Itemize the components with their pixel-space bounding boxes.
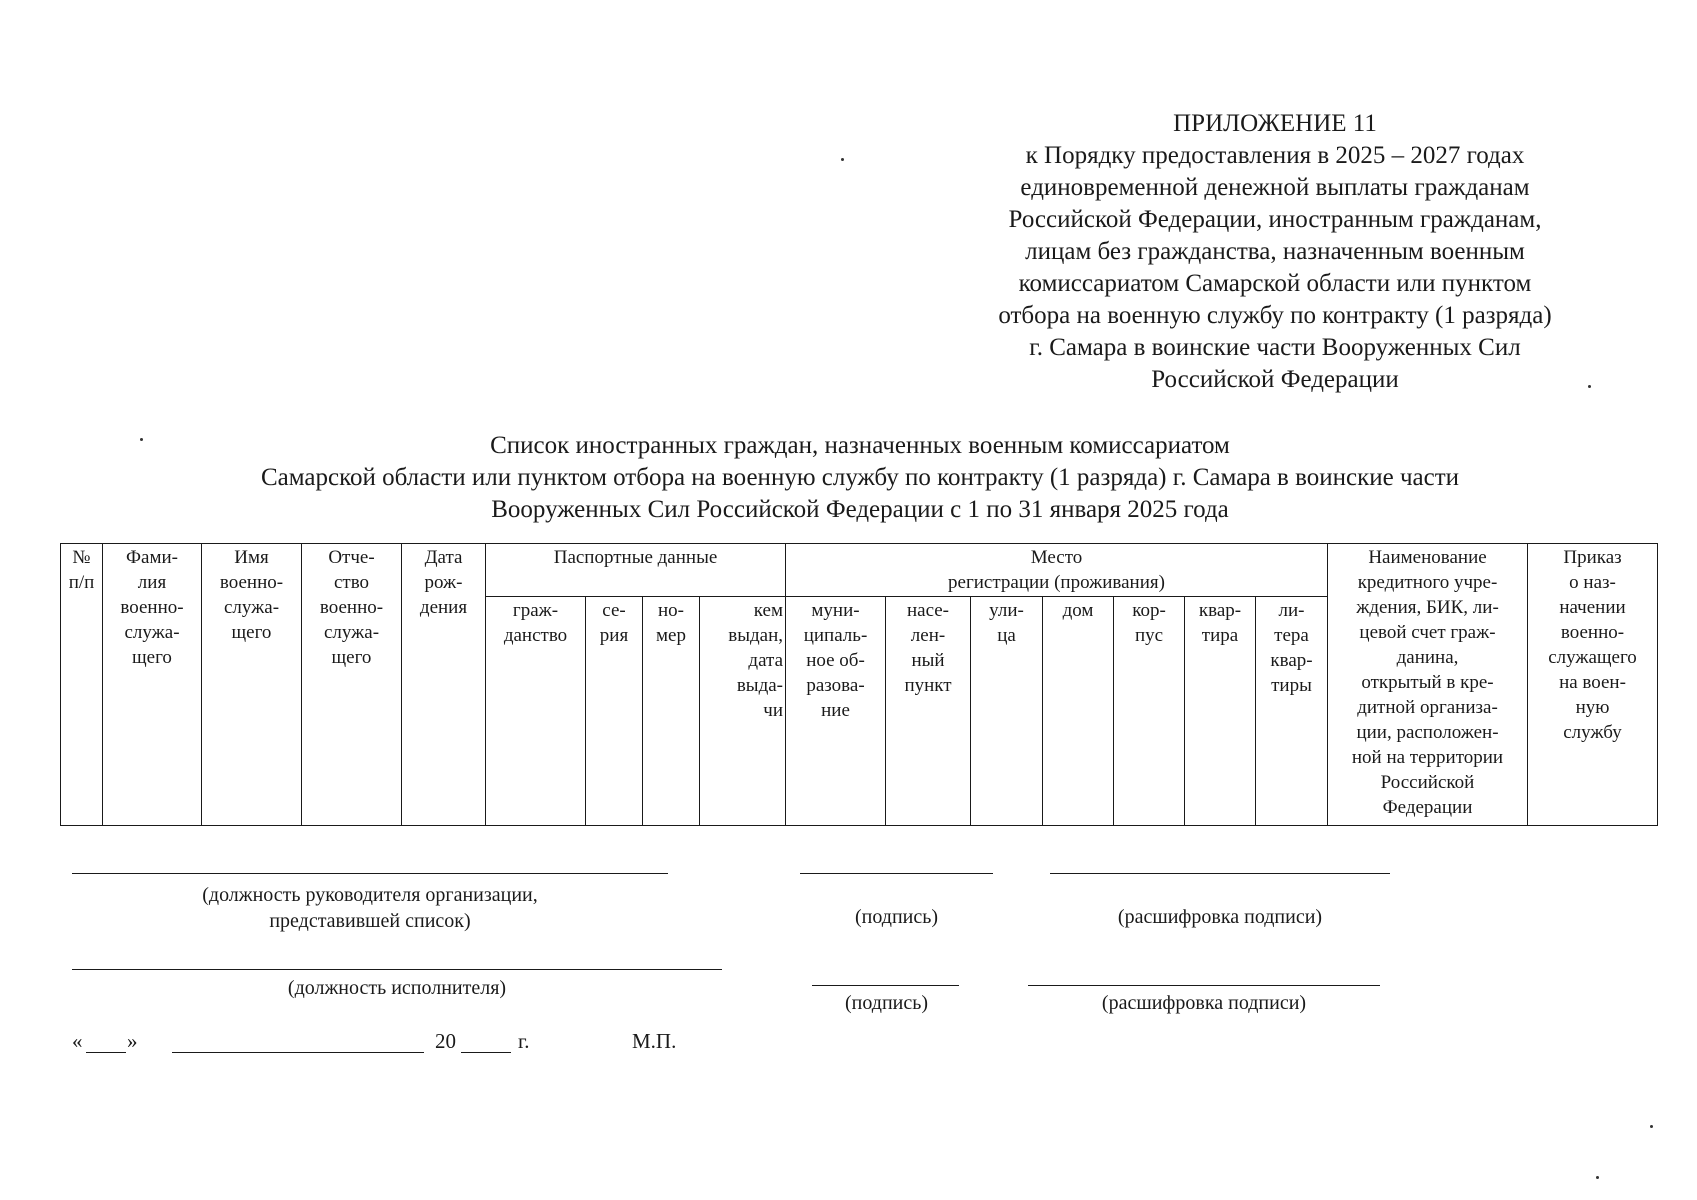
- date-open-quote: «: [72, 1029, 83, 1053]
- executor-position-caption: (должность исполнителя): [287, 977, 507, 999]
- appendix-line: к Порядку предоставления в 2025 – 2027 годах: [1025, 142, 1525, 169]
- head-position-caption: (должность руководителя организации, представившей список): [202, 884, 538, 932]
- col-house-header: дом: [1043, 597, 1114, 826]
- date-close-quote: »: [127, 1029, 138, 1053]
- decoding-caption-2: (расшифровка подписи): [1101, 992, 1307, 1014]
- date-year-suffix: г.: [518, 1029, 530, 1053]
- decoding-line-1: [1050, 873, 1390, 874]
- col-apartment-header: квар- тира: [1185, 597, 1256, 826]
- signature-caption-1: (подпись): [854, 906, 939, 928]
- list-title-line: Самарской области или пунктом отбора на военную службу по контракту (1 разряда) г. Самара в воинские части: [260, 464, 1460, 491]
- appendix-header: [945, 108, 1605, 396]
- appendix-line: Российской Федерации, иностранным гражданам,: [1008, 206, 1542, 233]
- appendix-line: лицам без гражданства, назначенным военным: [1025, 238, 1525, 265]
- col-number-header: № п/п: [61, 544, 103, 826]
- date-year-prefix: 20: [435, 1029, 456, 1053]
- stamp-label: М.П.: [632, 1029, 677, 1053]
- scan-speck: [1596, 1176, 1599, 1179]
- col-series-header: се- рия: [586, 597, 643, 826]
- signature-line-1: [800, 873, 993, 874]
- col-name-header: Имя военно- служа- щего: [202, 544, 302, 826]
- date-month-line: [172, 1052, 424, 1053]
- scan-speck: [140, 438, 143, 441]
- scan-speck: [1588, 385, 1591, 388]
- col-issued-header: кем выдан, дата выда- чи: [700, 597, 786, 826]
- col-passport-number-header: но- мер: [643, 597, 700, 826]
- list-title-line: Список иностранных граждан, назначенных военным комиссариатом: [490, 432, 1230, 459]
- appendix-line: г. Самара в воинские части Вооруженных Сил: [1029, 334, 1521, 361]
- col-street-header: ули- ца: [971, 597, 1043, 826]
- decoding-caption-1: (расшифровка подписи): [1117, 906, 1323, 928]
- appendix-line: Российской Федерации: [1151, 366, 1399, 393]
- signature-line-2: [812, 985, 959, 986]
- scan-speck: [1650, 1125, 1653, 1128]
- col-order-header: Приказ о наз- начении военно- служащего на воен- ную службу: [1528, 544, 1658, 826]
- col-building-header: кор- пус: [1114, 597, 1185, 826]
- foreign-citizens-table: [60, 543, 1658, 826]
- date-year-line: [461, 1052, 511, 1053]
- col-municipality-header: муни- ципаль- ное об- разова- ние: [786, 597, 886, 826]
- col-citizenship-header: граж- данство: [486, 597, 586, 826]
- appendix-line: комиссариатом Самарской области или пунктом: [1018, 270, 1532, 297]
- signature-caption-2: (подпись): [844, 992, 929, 1014]
- col-apartment-letter-header: ли- тера квар- тиры: [1256, 597, 1328, 826]
- passport-group-header: Паспортные данные: [486, 544, 786, 597]
- appendix-line: отбора на военную службу по контракту (1 разряда): [998, 302, 1552, 329]
- scan-speck: [841, 158, 844, 161]
- date-day-line: [86, 1052, 126, 1053]
- col-settlement-header: насе- лен- ный пункт: [886, 597, 971, 826]
- decoding-line-2: [1028, 985, 1380, 986]
- head-position-line: [72, 873, 668, 874]
- col-patronymic-header: Отче- ство военно- служа- щего: [302, 544, 402, 826]
- appendix-title: ПРИЛОЖЕНИЕ 11: [1173, 110, 1377, 137]
- list-title: [60, 430, 1660, 526]
- appendix-line: единовременной денежной выплаты гражданам: [1020, 174, 1530, 201]
- list-title-line: Вооруженных Сил Российской Федерации с 1 по 31 января 2025 года: [491, 496, 1229, 523]
- col-birthdate-header: Дата рож- дения: [402, 544, 486, 826]
- executor-position-line: [72, 969, 722, 970]
- col-bank-header: Наименование кредитного учре- ждения, БИК, ли- цевой счет граж- данина, открытый в кре- дитной организа- ции, расположен- ной на территории Российской Федерации: [1328, 544, 1528, 826]
- registration-group-header: Место регистрации (проживания): [786, 544, 1328, 597]
- col-surname-header: Фами- лия военно- служа- щего: [103, 544, 202, 826]
